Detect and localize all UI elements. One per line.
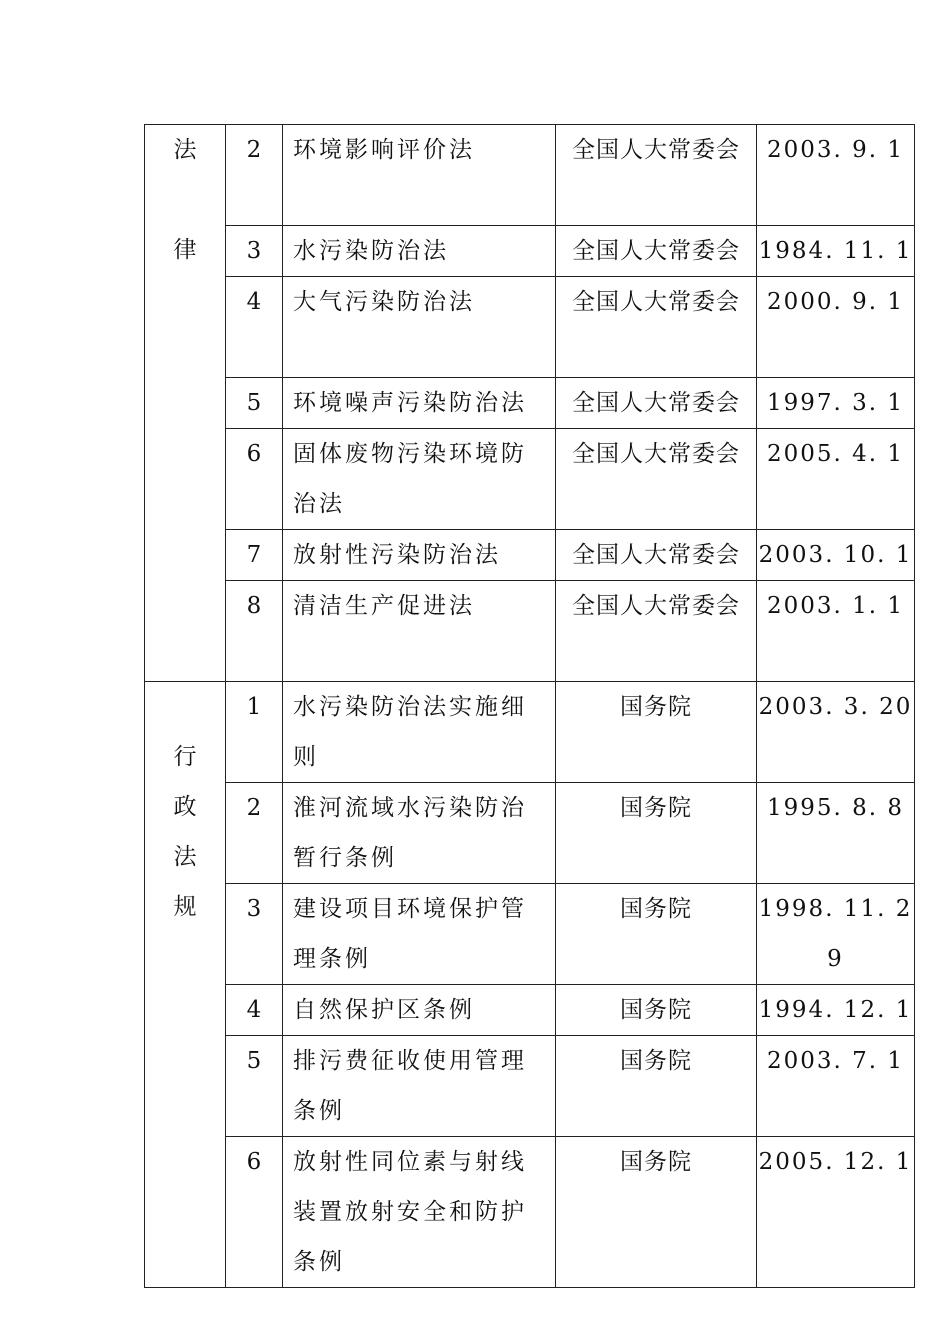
issuing-authority: 全国人大常委会 [556, 226, 757, 277]
issuing-authority: 全国人大常委会 [556, 530, 757, 581]
row-number: 4 [226, 985, 283, 1036]
issuing-authority: 国务院 [556, 1137, 757, 1288]
effective-date: 1997. 3. 1 [757, 378, 915, 429]
regulation-name: 排污费征收使用管理条例 [283, 1036, 556, 1137]
effective-date: 2003. 1. 1 [757, 581, 915, 682]
regulation-name: 大气污染防治法 [283, 277, 556, 378]
category-laws [145, 125, 226, 682]
category-char: 律 [173, 237, 197, 263]
table-row [145, 378, 915, 429]
effective-date: 1984. 11. 1 [757, 226, 915, 277]
effective-date: 1994. 12. 1 [757, 985, 915, 1036]
regulations-table [144, 124, 915, 1288]
row-number: 6 [226, 429, 283, 530]
effective-date: 2003. 9. 1 [757, 125, 915, 226]
table-row [145, 125, 915, 226]
regulation-name: 淮河流域水污染防治暂行条例 [283, 783, 556, 884]
row-number: 6 [226, 1137, 283, 1288]
issuing-authority: 全国人大常委会 [556, 125, 757, 226]
issuing-authority: 国务院 [556, 783, 757, 884]
issuing-authority: 国务院 [556, 985, 757, 1036]
category-char: 规 [173, 894, 197, 920]
effective-date: 2005. 4. 1 [757, 429, 915, 530]
effective-date: 2000. 9. 1 [757, 277, 915, 378]
regulation-name: 环境噪声污染防治法 [283, 378, 556, 429]
row-number: 7 [226, 530, 283, 581]
regulation-name: 环境影响评价法 [283, 125, 556, 226]
effective-date: 2003. 3. 20 [757, 682, 915, 783]
regulation-name: 清洁生产促进法 [283, 581, 556, 682]
row-number: 3 [226, 884, 283, 985]
table-row [145, 884, 915, 985]
row-number: 5 [226, 1036, 283, 1137]
table-row [145, 277, 915, 378]
row-number: 1 [226, 682, 283, 783]
regulation-name: 放射性同位素与射线装置放射安全和防护条例 [283, 1137, 556, 1288]
table-row [145, 581, 915, 682]
effective-date: 2003. 7. 1 [757, 1036, 915, 1137]
row-number: 3 [226, 226, 283, 277]
row-number: 2 [226, 125, 283, 226]
table-row [145, 226, 915, 277]
table-row [145, 530, 915, 581]
category-char: 行 [173, 744, 197, 770]
issuing-authority: 全国人大常委会 [556, 277, 757, 378]
effective-date: 1995. 8. 8 [757, 783, 915, 884]
category-char: 法 [173, 137, 197, 163]
category-char: 法 [173, 844, 197, 870]
regulation-name: 水污染防治法实施细则 [283, 682, 556, 783]
row-number: 8 [226, 581, 283, 682]
effective-date: 2003. 10. 1 [757, 530, 915, 581]
table-row [145, 1137, 915, 1288]
regulation-name: 水污染防治法 [283, 226, 556, 277]
issuing-authority: 国务院 [556, 682, 757, 783]
issuing-authority: 全国人大常委会 [556, 429, 757, 530]
regulation-name: 自然保护区条例 [283, 985, 556, 1036]
regulation-name: 固体废物污染环境防治法 [283, 429, 556, 530]
regulation-name: 建设项目环境保护管理条例 [283, 884, 556, 985]
table-row [145, 429, 915, 530]
row-number: 2 [226, 783, 283, 884]
category-administrative-regulations [145, 682, 226, 1288]
effective-date: 1998. 11. 29 [757, 884, 915, 985]
issuing-authority: 全国人大常委会 [556, 581, 757, 682]
issuing-authority: 国务院 [556, 1036, 757, 1137]
table-row [145, 682, 915, 783]
issuing-authority: 全国人大常委会 [556, 378, 757, 429]
row-number: 5 [226, 378, 283, 429]
effective-date: 2005. 12. 1 [757, 1137, 915, 1288]
table-row [145, 985, 915, 1036]
row-number: 4 [226, 277, 283, 378]
table-row [145, 1036, 915, 1137]
category-char: 政 [173, 794, 197, 820]
table-row [145, 783, 915, 884]
table-body [145, 125, 915, 1288]
regulation-name: 放射性污染防治法 [283, 530, 556, 581]
issuing-authority: 国务院 [556, 884, 757, 985]
